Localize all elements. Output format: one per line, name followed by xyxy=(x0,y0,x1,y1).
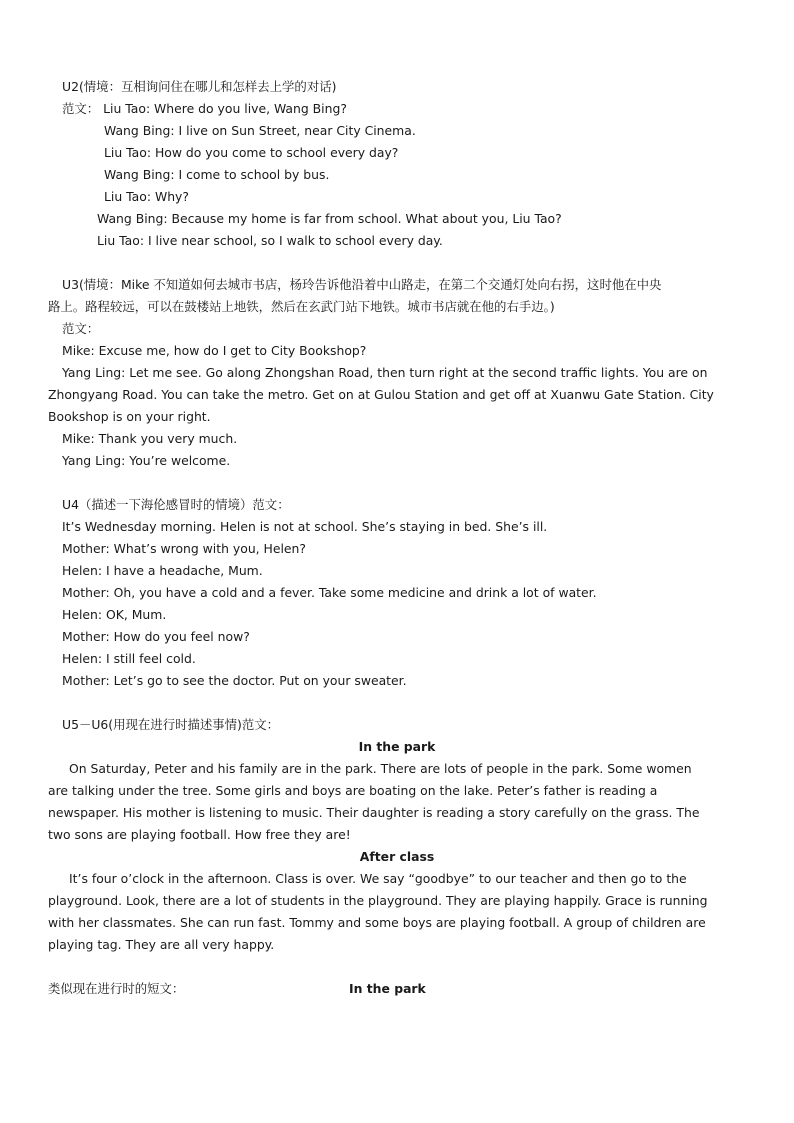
essay-line: It’s four o’clock in the afternoon. Class is over. We say “goodbye” to our teacher and then go to the xyxy=(69,871,687,886)
u4-line: Mother: Oh, you have a cold and a fever. Take some medicine and drink a lot of water. xyxy=(62,585,597,600)
u4-line: Mother: Let’s go to see the doctor. Put on your sweater. xyxy=(62,673,407,688)
u4-line: It’s Wednesday morning. Helen is not at school. She’s staying in bed. She’s ill. xyxy=(62,519,548,534)
essay-line: newspaper. His mother is listening to music. Their daughter is reading a story carefully on the grass. The xyxy=(48,805,700,820)
u3-line: Mike: Excuse me, how do I get to City Bookshop? xyxy=(62,343,367,358)
u4-line: Helen: I have a headache, Mum. xyxy=(62,563,263,578)
u3-line: Bookshop is on your right. xyxy=(48,409,211,424)
u4-line: Helen: I still feel cold. xyxy=(62,651,196,666)
u3-label: 范文： xyxy=(62,321,100,336)
similar-title: In the park xyxy=(349,981,426,996)
similar-label: 类似现在进行时的短文： xyxy=(48,981,185,996)
u3-line: Zhongyang Road. You can take the metro. Get on at Gulou Station and get off at Xuanwu Gate Station. City xyxy=(48,387,714,402)
u4-line: Mother: What’s wrong with you, Helen? xyxy=(62,541,306,556)
essay-line: On Saturday, Peter and his family are in the park. There are lots of people in the park. Some women xyxy=(69,761,692,776)
u2-line: Wang Bing: I live on Sun Street, near City Cinema. xyxy=(104,123,416,138)
u3-heading: U3(情境：Mike 不知道如何去城市书店，杨玲告诉他沿着中山路走，在第二个交通灯处向右拐，这时他在中央 xyxy=(62,277,662,292)
essay-line: with her classmates. She can run fast. Tommy and some boys are playing football. A group of children are xyxy=(48,915,706,930)
essay-line: playground. Look, there are a lot of students in the playground. They are playing happily. Grace is running xyxy=(48,893,708,908)
u2-line: Liu Tao: Why? xyxy=(104,189,189,204)
essay-title-in-the-park: In the park xyxy=(358,739,436,754)
u2-line: Wang Bing: I come to school by bus. xyxy=(104,167,330,182)
u56-heading: U5－U6(用现在进行时描述事情)范文： xyxy=(62,717,280,732)
u3-line: Mike: Thank you very much. xyxy=(62,431,238,446)
essay-title-after-class: After class xyxy=(359,849,435,864)
essay-line: are talking under the tree. Some girls and boys are boating on the lake. Peter’s father is reading a xyxy=(48,783,658,798)
u2-line: Liu Tao: How do you come to school every day? xyxy=(104,145,399,160)
essay-line: playing tag. They are all very happy. xyxy=(48,937,275,952)
u2-line: Liu Tao: I live near school, so I walk to school every day. xyxy=(97,233,443,248)
u2-line: 范文： Liu Tao: Where do you live, Wang Bing? xyxy=(62,101,347,116)
u4-line: Helen: OK, Mum. xyxy=(62,607,167,622)
essay-line: two sons are playing football. How free they are! xyxy=(48,827,351,842)
u4-heading: U4（描述一下海伦感冒时的情境）范文： xyxy=(62,497,290,512)
u3-line: Yang Ling: Let me see. Go along Zhongshan Road, then turn right at the second traffic lights. You are on xyxy=(62,365,708,380)
u3-line: Yang Ling: You’re welcome. xyxy=(62,453,231,468)
u2-heading: U2(情境：互相询问住在哪儿和怎样去上学的对话) xyxy=(62,79,337,94)
u3-heading: 路上。路程较远，可以在鼓楼站上地铁，然后在玄武门站下地铁。城市书店就在他的右手边。) xyxy=(48,299,555,314)
u2-line: Wang Bing: Because my home is far from school. What about you, Liu Tao? xyxy=(97,211,562,226)
u4-line: Mother: How do you feel now? xyxy=(62,629,250,644)
